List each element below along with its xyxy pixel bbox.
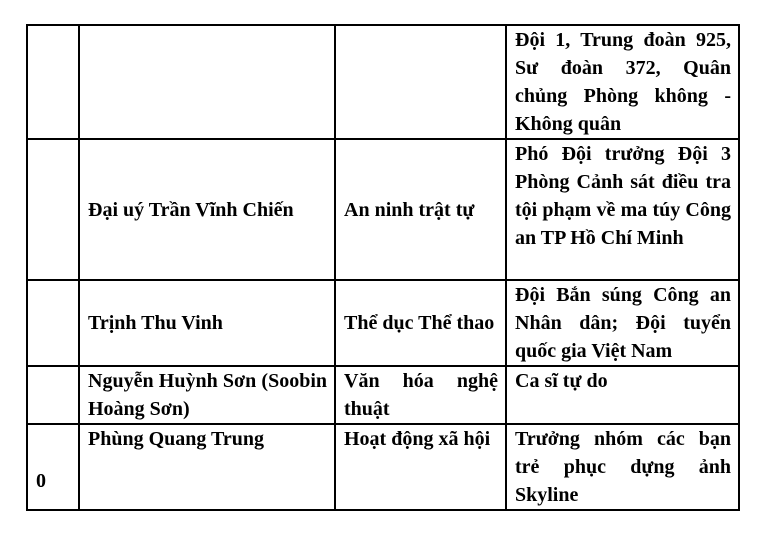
index-cell bbox=[27, 366, 79, 424]
field-cell: An ninh trật tự bbox=[335, 139, 506, 280]
unit-cell: Trưởng nhóm các bạn trẻ phục dựng ảnh Skyline bbox=[506, 424, 739, 510]
name-cell: Đại uý Trần Vĩnh Chiến bbox=[79, 139, 335, 280]
field-cell: Thể dục Thể thao bbox=[335, 280, 506, 366]
honoree-table bbox=[26, 24, 740, 511]
unit-cell: Đội 1, Trung đoàn 925, Sư đoàn 372, Quân chủng Phòng không - Không quân bbox=[506, 25, 739, 139]
unit-cell: Đội Bắn súng Công an Nhân dân; Đội tuyển quốc gia Việt Nam bbox=[506, 280, 739, 366]
field-cell bbox=[335, 25, 506, 139]
unit-cell: Ca sĩ tự do bbox=[506, 366, 739, 424]
name-cell: Nguyễn Huỳnh Sơn (Soobin Hoàng Sơn) bbox=[79, 366, 335, 424]
table-row bbox=[27, 139, 739, 280]
table-row bbox=[27, 424, 739, 510]
unit-cell: Phó Đội trưởng Đội 3 Phòng Cảnh sát điều tra tội phạm về ma túy Công an TP Hồ Chí Minh bbox=[506, 139, 739, 280]
field-cell: Hoạt động xã hội bbox=[335, 424, 506, 510]
table-row bbox=[27, 366, 739, 424]
name-cell bbox=[79, 25, 335, 139]
index-cell: 0 bbox=[27, 424, 79, 510]
name-cell: Phùng Quang Trung bbox=[79, 424, 335, 510]
name-cell: Trịnh Thu Vinh bbox=[79, 280, 335, 366]
table-row bbox=[27, 280, 739, 366]
field-cell: Văn hóa nghệ thuật bbox=[335, 366, 506, 424]
index-cell bbox=[27, 280, 79, 366]
index-cell bbox=[27, 139, 79, 280]
index-cell bbox=[27, 25, 79, 139]
table-row bbox=[27, 25, 739, 139]
